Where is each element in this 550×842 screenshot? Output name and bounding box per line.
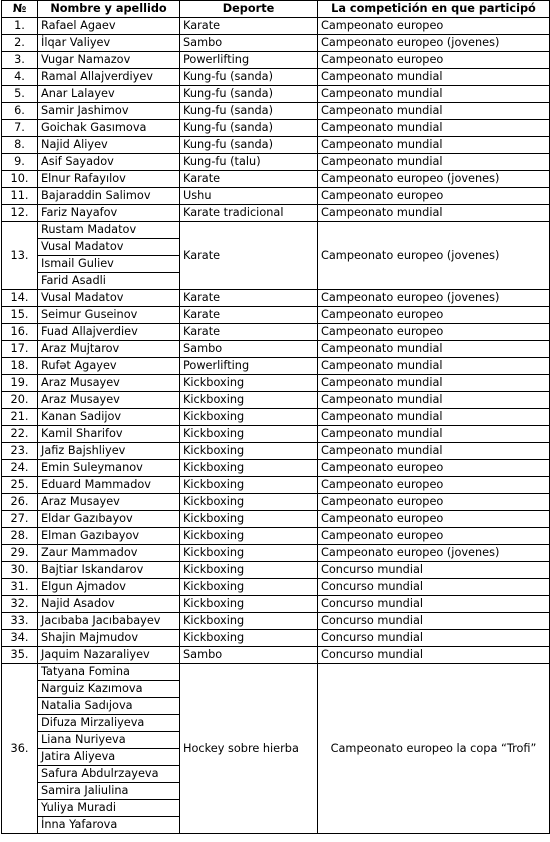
row-number: 29. (2, 545, 38, 562)
athlete-name: Shajin Majmudov (38, 630, 180, 647)
athlete-name: Jafiz Bajshliyev (38, 443, 180, 460)
competition: Campeonato europeo (jovenes) (318, 171, 550, 188)
competition: Campeonato mundial (318, 375, 550, 392)
table-row (2, 426, 550, 443)
athlete-name: Emin Suleymanov (38, 460, 180, 477)
competition: Campeonato europeo (318, 528, 550, 545)
row-number: 4. (2, 69, 38, 86)
athlete-name: Ramal Allajverdiyev (38, 69, 180, 86)
sport: Kung-fu (sanda) (180, 137, 318, 154)
sport: Sambo (180, 341, 318, 358)
sport: Ushu (180, 188, 318, 205)
athlete-name: Bajaraddin Salimov (38, 188, 180, 205)
table-row (2, 664, 550, 681)
sport: Kung-fu (sanda) (180, 69, 318, 86)
header-sport: Deporte (180, 1, 318, 18)
row-number: 18. (2, 358, 38, 375)
athlete-name: Fariz Nayafov (38, 205, 180, 222)
table-row (2, 613, 550, 630)
sport: Kickboxing (180, 528, 318, 545)
competition: Campeonato europeo (318, 18, 550, 35)
athlete-name: Fuad Allajverdiev (38, 324, 180, 341)
athlete-name: Narguiz Kazımova (38, 681, 180, 698)
sport: Karate tradicional (180, 205, 318, 222)
row-number: 10. (2, 171, 38, 188)
competition: Campeonato mundial (318, 205, 550, 222)
row-number: 24. (2, 460, 38, 477)
row-number: 36. (2, 664, 38, 834)
table-row (2, 528, 550, 545)
athlete-name: Goichak Gasımova (38, 120, 180, 137)
athletes-table (1, 0, 550, 834)
athlete-name: Vugar Namazov (38, 52, 180, 69)
competition: Campeonato mundial (318, 409, 550, 426)
competition: Concurso mundial (318, 630, 550, 647)
competition: Campeonato mundial (318, 426, 550, 443)
row-number: 16. (2, 324, 38, 341)
sport: Kickboxing (180, 443, 318, 460)
row-number: 17. (2, 341, 38, 358)
athlete-name: Araz Musayev (38, 494, 180, 511)
athlete-name: Elgun Ajmadov (38, 579, 180, 596)
athlete-name: Araz Mujtarov (38, 341, 180, 358)
table-row (2, 409, 550, 426)
sport: Kickboxing (180, 545, 318, 562)
table-row (2, 324, 550, 341)
sport: Sambo (180, 35, 318, 52)
athlete-name: Kanan Sadijov (38, 409, 180, 426)
table-row (2, 630, 550, 647)
table-row (2, 290, 550, 307)
competition: Campeonato europeo (318, 307, 550, 324)
competition: Campeonato europeo (318, 52, 550, 69)
table-row (2, 205, 550, 222)
athlete-name: Ismail Guliev (38, 256, 180, 273)
sport: Karate (180, 18, 318, 35)
table-row (2, 222, 550, 239)
athlete-name: Jacıbaba Jacıbabayev (38, 613, 180, 630)
header-name: Nombre y apellido (38, 1, 180, 18)
competition: Campeonato mundial (318, 103, 550, 120)
table-row (2, 494, 550, 511)
row-number: 21. (2, 409, 38, 426)
sport: Hockey sobre hierba (180, 664, 318, 834)
table-row (2, 154, 550, 171)
row-number: 26. (2, 494, 38, 511)
row-number: 6. (2, 103, 38, 120)
row-number: 15. (2, 307, 38, 324)
athlete-name: Seimur Guseinov (38, 307, 180, 324)
header-competition: La competición en que participó (318, 1, 550, 18)
competition: Campeonato europeo (318, 460, 550, 477)
athlete-name: Rustam Madatov (38, 222, 180, 239)
competition: Concurso mundial (318, 647, 550, 664)
sport: Kung-fu (talu) (180, 154, 318, 171)
athlete-name: Farid Asadli (38, 273, 180, 290)
row-number: 8. (2, 137, 38, 154)
row-number: 14. (2, 290, 38, 307)
athlete-name: Jatira Aliyeva (38, 749, 180, 766)
athlete-name: Elnur Rafayılov (38, 171, 180, 188)
row-number: 20. (2, 392, 38, 409)
sport: Karate (180, 290, 318, 307)
athlete-name: Araz Musayev (38, 392, 180, 409)
competition: Concurso mundial (318, 596, 550, 613)
table-body (2, 18, 550, 834)
sport: Karate (180, 171, 318, 188)
competition: Campeonato mundial (318, 341, 550, 358)
table-row (2, 562, 550, 579)
table-row (2, 103, 550, 120)
competition: Campeonato mundial (318, 358, 550, 375)
sport: Kung-fu (sanda) (180, 120, 318, 137)
athlete-name: Samir Jashimov (38, 103, 180, 120)
row-number: 19. (2, 375, 38, 392)
table-row (2, 120, 550, 137)
table-row (2, 52, 550, 69)
table-row (2, 545, 550, 562)
table-row (2, 18, 550, 35)
competition: Campeonato europeo (jovenes) (318, 222, 550, 290)
athlete-name: Natalia Sadıjova (38, 698, 180, 715)
row-number: 5. (2, 86, 38, 103)
row-number: 9. (2, 154, 38, 171)
sport: Kickboxing (180, 511, 318, 528)
competition: Campeonato europeo (jovenes) (318, 545, 550, 562)
athlete-name: Najid Asadov (38, 596, 180, 613)
sport: Kickboxing (180, 562, 318, 579)
competition: Campeonato mundial (318, 443, 550, 460)
sport: Kickboxing (180, 477, 318, 494)
competition: Concurso mundial (318, 579, 550, 596)
competition: Concurso mundial (318, 613, 550, 630)
row-number: 33. (2, 613, 38, 630)
row-number: 34. (2, 630, 38, 647)
athlete-name: İlqar Valiyev (38, 35, 180, 52)
athlete-name: Rufət Agayev (38, 358, 180, 375)
sport: Kickboxing (180, 494, 318, 511)
sport: Kickboxing (180, 426, 318, 443)
table-row (2, 443, 550, 460)
athlete-name: Zaur Mammadov (38, 545, 180, 562)
row-number: 35. (2, 647, 38, 664)
table-row (2, 392, 550, 409)
athlete-name: İnna Yafarova (38, 817, 180, 834)
athlete-name: Kamil Sharifov (38, 426, 180, 443)
athlete-name: Rafael Agaev (38, 18, 180, 35)
row-number: 27. (2, 511, 38, 528)
row-number: 2. (2, 35, 38, 52)
athlete-name: Difuza Mirzaliyeva (38, 715, 180, 732)
row-number: 31. (2, 579, 38, 596)
competition: Campeonato europeo (318, 324, 550, 341)
competition: Campeonato mundial (318, 69, 550, 86)
athlete-name: Samira Jaliulina (38, 783, 180, 800)
competition: Campeonato mundial (318, 392, 550, 409)
competition: Campeonato mundial (318, 137, 550, 154)
athlete-name: Tatyana Fomina (38, 664, 180, 681)
row-number: 25. (2, 477, 38, 494)
competition: Campeonato europeo (318, 477, 550, 494)
table-row (2, 375, 550, 392)
athlete-name: Elman Gazıbayov (38, 528, 180, 545)
table-row (2, 35, 550, 52)
sport: Kickboxing (180, 392, 318, 409)
competition: Campeonato europeo (318, 188, 550, 205)
row-number: 11. (2, 188, 38, 205)
table-row (2, 477, 550, 494)
row-number: 32. (2, 596, 38, 613)
athlete-name: Asif Sayadov (38, 154, 180, 171)
competition: Campeonato mundial (318, 154, 550, 171)
sport: Karate (180, 324, 318, 341)
row-number: 1. (2, 18, 38, 35)
sport: Kickboxing (180, 596, 318, 613)
table-row (2, 307, 550, 324)
athlete-name: Jaquim Nazaraliyev (38, 647, 180, 664)
table-row (2, 460, 550, 477)
header-row (2, 1, 550, 18)
competition: Campeonato europeo (jovenes) (318, 290, 550, 307)
athlete-name: Vusal Madatov (38, 239, 180, 256)
header-number: № (2, 1, 38, 18)
table-row (2, 171, 550, 188)
athlete-name: Eduard Mammadov (38, 477, 180, 494)
competition: Concurso mundial (318, 562, 550, 579)
table-row (2, 596, 550, 613)
sport: Kung-fu (sanda) (180, 103, 318, 120)
row-number: 30. (2, 562, 38, 579)
sport: Kickboxing (180, 375, 318, 392)
sport: Powerlifting (180, 52, 318, 69)
sport: Kickboxing (180, 630, 318, 647)
competition: Campeonato mundial (318, 86, 550, 103)
table-row (2, 86, 550, 103)
athlete-name: Eldar Gazıbayov (38, 511, 180, 528)
competition: Campeonato europeo la copa “Trofi” (318, 664, 550, 834)
sport: Kickboxing (180, 613, 318, 630)
athlete-name: Vusal Madatov (38, 290, 180, 307)
competition: Campeonato mundial (318, 120, 550, 137)
athlete-name: Liana Nuriyeva (38, 732, 180, 749)
row-number: 13. (2, 222, 38, 290)
row-number: 7. (2, 120, 38, 137)
sport: Kickboxing (180, 579, 318, 596)
athlete-name: Anar Lalayev (38, 86, 180, 103)
sport: Kickboxing (180, 409, 318, 426)
row-number: 23. (2, 443, 38, 460)
competition: Campeonato europeo (318, 494, 550, 511)
sport: Karate (180, 307, 318, 324)
athlete-name: Araz Musayev (38, 375, 180, 392)
sport: Powerlifting (180, 358, 318, 375)
athlete-name: Safura Abdulrzayeva (38, 766, 180, 783)
table-row (2, 647, 550, 664)
sport: Karate (180, 222, 318, 290)
sport: Kickboxing (180, 460, 318, 477)
table-row (2, 358, 550, 375)
sport: Sambo (180, 647, 318, 664)
row-number: 3. (2, 52, 38, 69)
sport: Kung-fu (sanda) (180, 86, 318, 103)
competition: Campeonato europeo (jovenes) (318, 35, 550, 52)
competition: Campeonato europeo (318, 511, 550, 528)
athlete-name: Yuliya Muradi (38, 800, 180, 817)
row-number: 22. (2, 426, 38, 443)
row-number: 28. (2, 528, 38, 545)
athlete-name: Bajtiar Iskandarov (38, 562, 180, 579)
table-row (2, 137, 550, 154)
table-row (2, 69, 550, 86)
table-row (2, 511, 550, 528)
table-row (2, 341, 550, 358)
table-row (2, 579, 550, 596)
table-row (2, 188, 550, 205)
row-number: 12. (2, 205, 38, 222)
athlete-name: Najid Aliyev (38, 137, 180, 154)
